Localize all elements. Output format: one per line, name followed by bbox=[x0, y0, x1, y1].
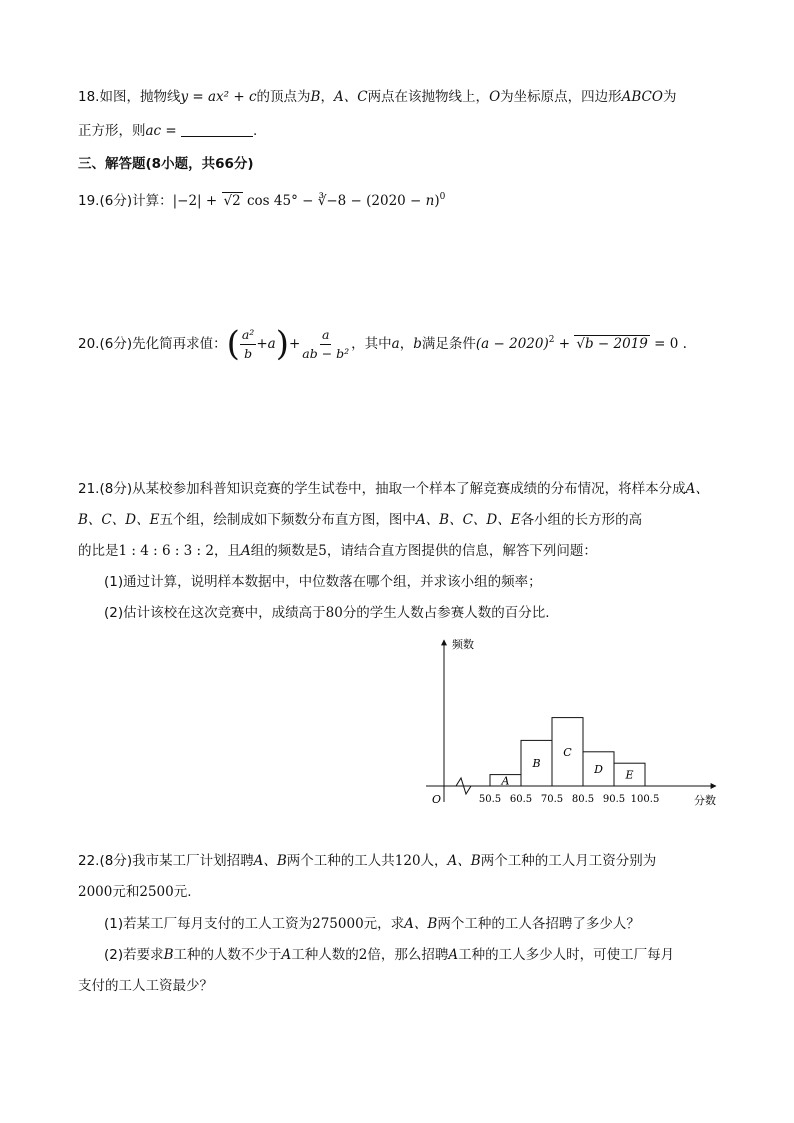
q22-text: 两个工种的工人各招聘了多少人？ bbox=[437, 916, 640, 932]
q18-var: ac = bbox=[145, 123, 177, 139]
q21-part1: (1)通过计算，说明样本数据中，中位数落在哪个组，并求该小组的频率； bbox=[104, 574, 542, 590]
q18-line1 bbox=[78, 87, 676, 107]
q22-text: (2)若要求 bbox=[104, 947, 164, 963]
q19-var: n bbox=[425, 193, 435, 209]
q21-text: 的比是 bbox=[78, 543, 119, 559]
q22-line4: 支付的工人工资最少？ bbox=[78, 978, 213, 994]
q20-label: 20.(6分)先化简再求值： bbox=[78, 336, 227, 352]
q21-text: 21.(8分)从某校参加科普知识竞赛的学生试卷中，抽取一个样本了解竞赛成绩的分布情况，将样本分成 bbox=[78, 481, 686, 497]
q18-text: 为坐标原点，四边形 bbox=[500, 89, 622, 105]
q21-text: 各小组的长方形的高 bbox=[520, 512, 643, 528]
q18-text: 为 bbox=[662, 89, 677, 105]
q21-text: ，且 bbox=[213, 543, 241, 559]
q20-var: b bbox=[413, 336, 422, 352]
q22-text: 工种的工人多少人时，可使工厂每月 bbox=[458, 947, 675, 963]
q19-expr: ) bbox=[434, 193, 440, 209]
q18-text: . bbox=[253, 123, 258, 139]
q21-var: A、 bbox=[685, 481, 709, 497]
x-tick-label: 90.5 bbox=[602, 794, 626, 805]
q22-number: 120 bbox=[394, 853, 421, 869]
q21-var: B、C、D、E bbox=[78, 512, 160, 528]
q22-text: 22.(8分)我市某工厂计划招聘 bbox=[78, 853, 254, 869]
q18-text: 正方形，则 bbox=[78, 123, 146, 139]
q20-expr: +a bbox=[256, 336, 276, 352]
q21-var: A bbox=[240, 543, 251, 559]
q22-text: 元，求 bbox=[363, 916, 405, 932]
q18-formula: y = ax² + c bbox=[180, 89, 257, 105]
q18-var: O bbox=[489, 89, 501, 105]
q20-text: 满足条件 bbox=[421, 336, 476, 352]
q20-text: ，其中 bbox=[351, 336, 392, 352]
q18-line2 bbox=[78, 121, 257, 141]
q19-expr: ∛−8 bbox=[317, 193, 347, 209]
q20-cond: + bbox=[554, 336, 575, 352]
q22-text: 两个工种的工人月工资分别为 bbox=[480, 853, 657, 869]
q19-exponent: 0 bbox=[439, 192, 446, 202]
q20-exponent: 2 bbox=[548, 335, 555, 345]
q19-label: 19.(6分)计算： bbox=[78, 193, 173, 209]
histogram-chart bbox=[420, 634, 730, 814]
x-tick-label: 70.5 bbox=[540, 794, 564, 805]
q21-var: A、B、C、D、E bbox=[415, 512, 521, 528]
q20-var: a bbox=[391, 336, 400, 352]
x-tick-label: 100.5 bbox=[630, 794, 660, 805]
q18-text: ， bbox=[320, 89, 334, 105]
q21-part2 bbox=[104, 603, 550, 623]
q20-cond: (a − 2020) bbox=[475, 336, 549, 352]
q22-var: A、B bbox=[253, 853, 287, 869]
q19-line bbox=[78, 191, 445, 211]
x-tick-label: 80.5 bbox=[571, 794, 595, 805]
q20-cond: √b − 2019 bbox=[576, 336, 648, 352]
q22-text: 工种人数的 bbox=[291, 947, 359, 963]
q22-line2 bbox=[78, 882, 192, 902]
q22-text: (1)若某工厂每月支付的工人工资为 bbox=[104, 916, 313, 932]
histogram-bar-label: C bbox=[563, 745, 572, 759]
q22-line1 bbox=[78, 851, 656, 871]
q21-line2 bbox=[78, 510, 642, 530]
q21-text: 组的频数是 bbox=[250, 543, 319, 559]
q22-var: A bbox=[281, 947, 292, 963]
q21-ratio: 1 : 4 : 6 : 3 : 2 bbox=[118, 543, 214, 559]
q21-number: 5 bbox=[318, 543, 327, 559]
q18-var: B bbox=[310, 89, 321, 105]
q21-number: 80 bbox=[325, 605, 343, 621]
q22-text: 人， bbox=[420, 853, 448, 869]
q22-text: 两个工种的工人共 bbox=[286, 853, 395, 869]
q19-expr: cos 45° − bbox=[242, 193, 318, 209]
q22-number: 2500 bbox=[139, 884, 174, 900]
q18-text: 两点在该抛物线上， bbox=[367, 89, 490, 105]
q18-text: 18.如图，抛物线 bbox=[78, 89, 181, 105]
section-heading: 三、解答题(8小题，共66分) bbox=[78, 156, 254, 172]
y-axis-label: 频数 bbox=[452, 638, 474, 651]
histogram-bar-label: E bbox=[625, 768, 634, 782]
q18-text: 的顶点为 bbox=[256, 89, 311, 105]
histogram-bar-label: D bbox=[594, 762, 603, 776]
q22-number: 2000 bbox=[78, 884, 113, 900]
q21-text: 分的学生人数占参赛人数的百分比. bbox=[342, 605, 550, 621]
q22-number: 275000 bbox=[312, 916, 364, 932]
q22-var: B bbox=[163, 947, 174, 963]
q22-part1 bbox=[104, 914, 640, 934]
q21-line1 bbox=[78, 479, 709, 499]
answer-blank[interactable] bbox=[181, 122, 253, 137]
q18-var: A、C bbox=[333, 89, 368, 105]
q22-var: A、B bbox=[404, 916, 438, 932]
q22-var: A bbox=[448, 947, 459, 963]
q19-expr: − (2020 − bbox=[346, 193, 426, 209]
q22-text: 倍，那么招聘 bbox=[367, 947, 449, 963]
histogram-bar-label: A bbox=[501, 774, 510, 788]
histogram-bar-label: B bbox=[532, 757, 541, 771]
q20-fraction-1: $\frac{\text{a²}}{b}$ bbox=[241, 326, 255, 361]
q21-text: ，请结合直方图提供的信息，解答下列问题： bbox=[326, 543, 597, 559]
q21-text: (2)估计该校在这次竞赛中，成绩高于 bbox=[104, 605, 326, 621]
q22-text: 工种的人数不少于 bbox=[173, 947, 282, 963]
q22-number: 2 bbox=[358, 947, 368, 963]
q22-text: 元. bbox=[173, 884, 192, 900]
x-axis-label: 分数 bbox=[694, 794, 716, 807]
q19-expr: |−2| + bbox=[172, 193, 222, 209]
q20-fraction-2: $\frac{a}{\text{ab − b²}}$ bbox=[302, 326, 350, 361]
q20-cond: = 0 . bbox=[649, 336, 687, 352]
q22-text: 元和 bbox=[112, 884, 140, 900]
q22-var: A、B bbox=[447, 853, 481, 869]
q21-line3 bbox=[78, 541, 597, 561]
q20-text: ， bbox=[399, 336, 414, 352]
q22-part2 bbox=[104, 945, 674, 965]
q21-text: 五个组，绘制成如下频数分布直方图，图中 bbox=[159, 512, 416, 528]
q20-line: 20.(6分)先化简再求值：( $\frac{\text{a²}}{b}$ +a)+ $\frac{a}{\text{ab − b²}}$ ，其中a，b满足条件$(a - 2020)^2 + √b - 2019 = 0$ . bbox=[78, 324, 687, 364]
q19-expr: √2 bbox=[223, 193, 241, 209]
q18-var: ABCO bbox=[621, 89, 663, 105]
origin-label: O bbox=[432, 793, 442, 806]
x-tick-label: 60.5 bbox=[509, 794, 533, 805]
x-tick-label: 50.5 bbox=[478, 794, 502, 805]
